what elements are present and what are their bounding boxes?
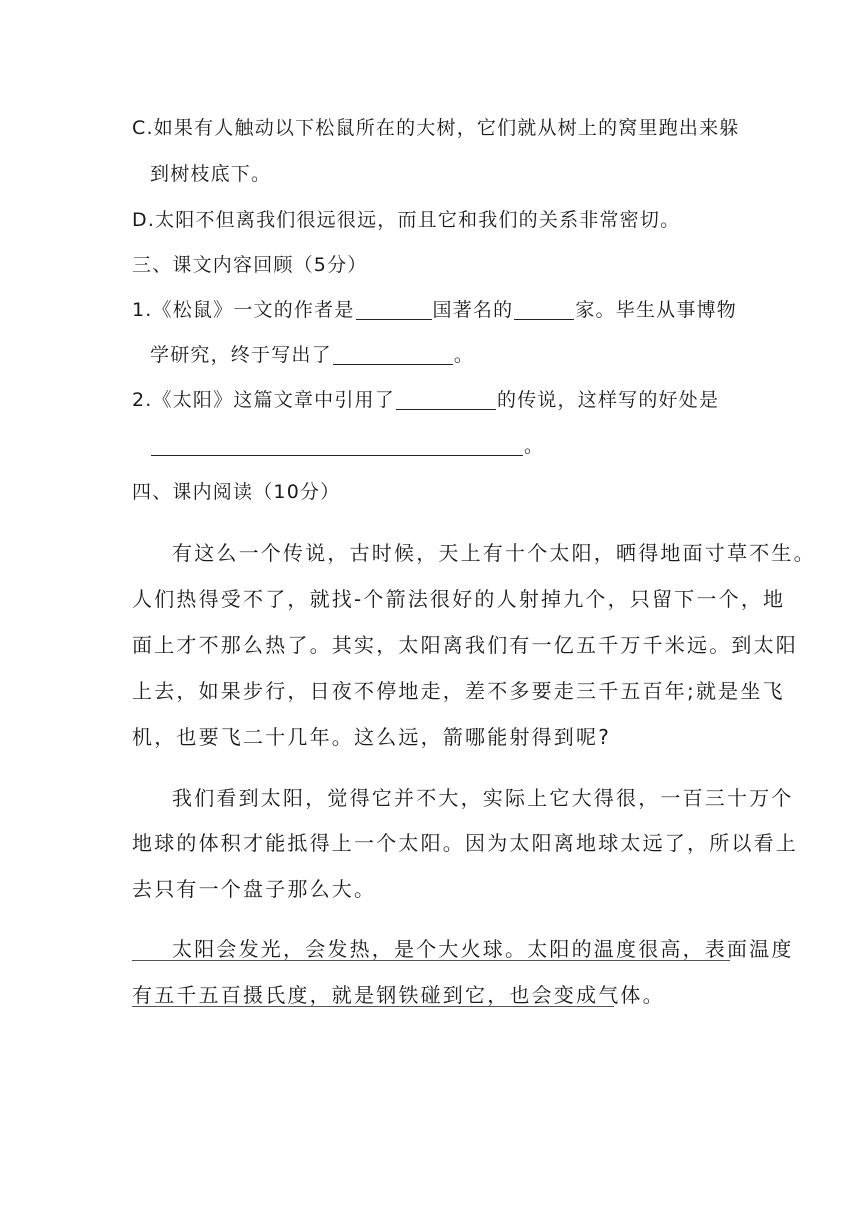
para2-line2: 地球的体积才能抵得上一个太阳。因为太阳离地球太远了，所以看上 — [132, 831, 798, 855]
section3-q1-line2 — [150, 343, 474, 367]
para1-line2: 人们热得受不了，就找-个箭法很好的人射掉九个，只留下一个，地 — [132, 587, 786, 611]
option-c-line1: C.如果有人触动以下松鼠所在的大树，它们就从树上的窝里跑出来躲 — [132, 117, 740, 139]
section4-heading: 四、课内阅读（10分） — [132, 481, 341, 503]
q2-blank-legend[interactable] — [396, 389, 496, 410]
para3-line1: 太阳会发光，会发热，是个大火球。太阳的温度很高，表面温度 — [172, 937, 794, 961]
para1-line1: 有这么一个传说，古时候，天上有十个太阳，晒得地面寸草不生。 — [172, 541, 816, 565]
section3-q2-line1 — [132, 388, 719, 412]
section3-heading: 三、课文内容回顾（5分） — [132, 254, 368, 276]
q1-text-4: 学研究，终于写出了 — [150, 344, 332, 366]
option-d: D.太阳不但离我们很远很远，而且它和我们的关系非常密切。 — [132, 209, 681, 231]
q1-text-3: 家。毕生从事博物 — [575, 299, 737, 321]
q2-text-2: 的传说，这样写的好处是 — [496, 389, 720, 411]
q1-blank-author[interactable] — [356, 299, 432, 320]
para1-line5: 机，也要飞二十几年。这么远，箭哪能射得到呢? — [132, 725, 612, 749]
para1-line3: 面上才不那么热了。其实，太阳离我们有一亿五千万千米远。到太阳 — [132, 633, 798, 657]
q2-blank-benefit[interactable] — [151, 435, 523, 456]
para3-underline-2 — [132, 1006, 614, 1007]
q1-text-5: 。 — [453, 344, 475, 366]
section3-q2-line2 — [150, 434, 544, 458]
para2-line3: 去只有一个盘子那么大。 — [132, 877, 377, 901]
section3-q1-line1 — [132, 298, 737, 322]
para2-line1: 我们看到太阳，觉得它并不大，实际上它大得很，一百三十万个 — [172, 786, 794, 810]
para1-line4: 上去，如果步行，日夜不停地走，差不多要走三千五百年;就是坐飞 — [132, 679, 785, 703]
para3-underline-1 — [132, 960, 730, 961]
q1-blank-book[interactable] — [333, 344, 453, 365]
q2-text-1: 2.《太阳》这篇文章中引用了 — [132, 389, 395, 411]
q1-blank-profession[interactable] — [514, 299, 574, 320]
q1-text-1: 1.《松鼠》一文的作者是 — [132, 299, 355, 321]
para3-line2: 有五千五百摄氏度，就是钢铁碰到它，也会变成气体。 — [132, 983, 665, 1007]
q2-text-3: 。 — [524, 435, 545, 457]
q1-text-2: 国著名的 — [432, 299, 514, 321]
option-c-line2: 到树枝底下。 — [150, 163, 272, 185]
